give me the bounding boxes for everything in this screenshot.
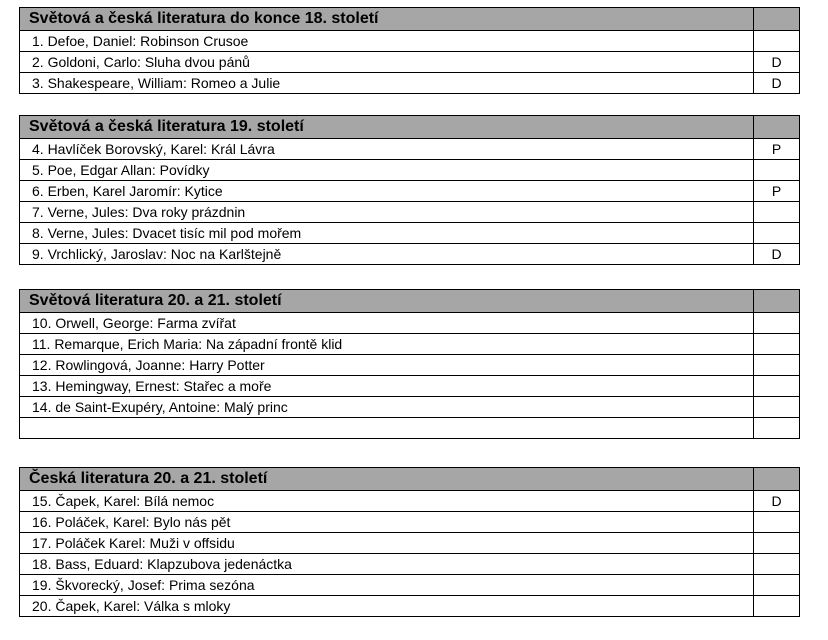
- book-cell: 12. Rowlingová, Joanne: Harry Potter: [20, 355, 754, 376]
- table-row: [20, 596, 800, 617]
- mark-cell: D: [754, 52, 800, 73]
- book-cell: 20. Čapek, Karel: Válka s mloky: [20, 596, 754, 617]
- mark-cell: [754, 223, 800, 244]
- section-header-mark-cell: [754, 116, 800, 139]
- table-row: [20, 334, 800, 355]
- section-header: [20, 290, 800, 313]
- book-cell: [20, 418, 754, 439]
- table-row: [20, 512, 800, 533]
- table-row: [20, 73, 800, 94]
- book-cell: 17. Poláček Karel: Muži v offsidu: [20, 533, 754, 554]
- table-row: [20, 223, 800, 244]
- mark-cell: [754, 355, 800, 376]
- mark-cell: [754, 596, 800, 617]
- book-cell: 16. Poláček, Karel: Bylo nás pět: [20, 512, 754, 533]
- section-title: Světová literatura 20. a 21. století: [20, 290, 754, 313]
- mark-cell: [754, 533, 800, 554]
- table-row: [20, 181, 800, 202]
- book-cell: 13. Hemingway, Ernest: Stařec a moře: [20, 376, 754, 397]
- mark-cell: D: [754, 244, 800, 265]
- book-cell: 1. Defoe, Daniel: Robinson Crusoe: [20, 31, 754, 52]
- book-cell: 14. de Saint-Exupéry, Antoine: Malý princ: [20, 397, 754, 418]
- mark-cell: [754, 554, 800, 575]
- section-table-2: [19, 115, 800, 265]
- section-header: [20, 116, 800, 139]
- table-row: [20, 491, 800, 512]
- table-row: [20, 160, 800, 181]
- book-cell: 10. Orwell, George: Farma zvířat: [20, 313, 754, 334]
- mark-cell: [754, 334, 800, 355]
- table-row: [20, 31, 800, 52]
- book-cell: 19. Škvorecký, Josef: Prima sezóna: [20, 575, 754, 596]
- table-row: [20, 554, 800, 575]
- table-row: [20, 244, 800, 265]
- section-title: Světová a česká literatura do konce 18. století: [20, 8, 754, 31]
- book-cell: 3. Shakespeare, William: Romeo a Julie: [20, 73, 754, 94]
- table-row: [20, 575, 800, 596]
- table-row-empty: [20, 418, 800, 439]
- section-table-1: [19, 7, 800, 94]
- mark-cell: [754, 313, 800, 334]
- table-row: [20, 355, 800, 376]
- table-row: [20, 139, 800, 160]
- book-cell: 9. Vrchlický, Jaroslav: Noc na Karlštejně: [20, 244, 754, 265]
- mark-cell: [754, 397, 800, 418]
- book-cell: 18. Bass, Eduard: Klapzubova jedenáctka: [20, 554, 754, 575]
- mark-cell: [754, 202, 800, 223]
- table-row: [20, 313, 800, 334]
- book-cell: 6. Erben, Karel Jaromír: Kytice: [20, 181, 754, 202]
- section-header: [20, 8, 800, 31]
- section-table-3: [19, 289, 800, 439]
- mark-cell: [754, 418, 800, 439]
- mark-cell: [754, 376, 800, 397]
- mark-cell: P: [754, 181, 800, 202]
- section-table-4: [19, 467, 800, 617]
- mark-cell: [754, 31, 800, 52]
- book-cell: 2. Goldoni, Carlo: Sluha dvou pánů: [20, 52, 754, 73]
- section-header: [20, 468, 800, 491]
- mark-cell: [754, 512, 800, 533]
- book-cell: 7. Verne, Jules: Dva roky prázdnin: [20, 202, 754, 223]
- book-cell: 8. Verne, Jules: Dvacet tisíc mil pod mořem: [20, 223, 754, 244]
- section-title: Světová a česká literatura 19. století: [20, 116, 754, 139]
- section-header-mark-cell: [754, 290, 800, 313]
- book-cell: 11. Remarque, Erich Maria: Na západní frontě klid: [20, 334, 754, 355]
- mark-cell: D: [754, 73, 800, 94]
- table-row: [20, 52, 800, 73]
- mark-cell: D: [754, 491, 800, 512]
- section-header-mark-cell: [754, 468, 800, 491]
- book-cell: 4. Havlíček Borovský, Karel: Král Lávra: [20, 139, 754, 160]
- mark-cell: P: [754, 139, 800, 160]
- table-row: [20, 397, 800, 418]
- book-cell: 5. Poe, Edgar Allan: Povídky: [20, 160, 754, 181]
- section-title: Česká literatura 20. a 21. století: [20, 468, 754, 491]
- section-header-mark-cell: [754, 8, 800, 31]
- mark-cell: [754, 575, 800, 596]
- book-cell: 15. Čapek, Karel: Bílá nemoc: [20, 491, 754, 512]
- table-row: [20, 202, 800, 223]
- table-row: [20, 376, 800, 397]
- mark-cell: [754, 160, 800, 181]
- table-row: [20, 533, 800, 554]
